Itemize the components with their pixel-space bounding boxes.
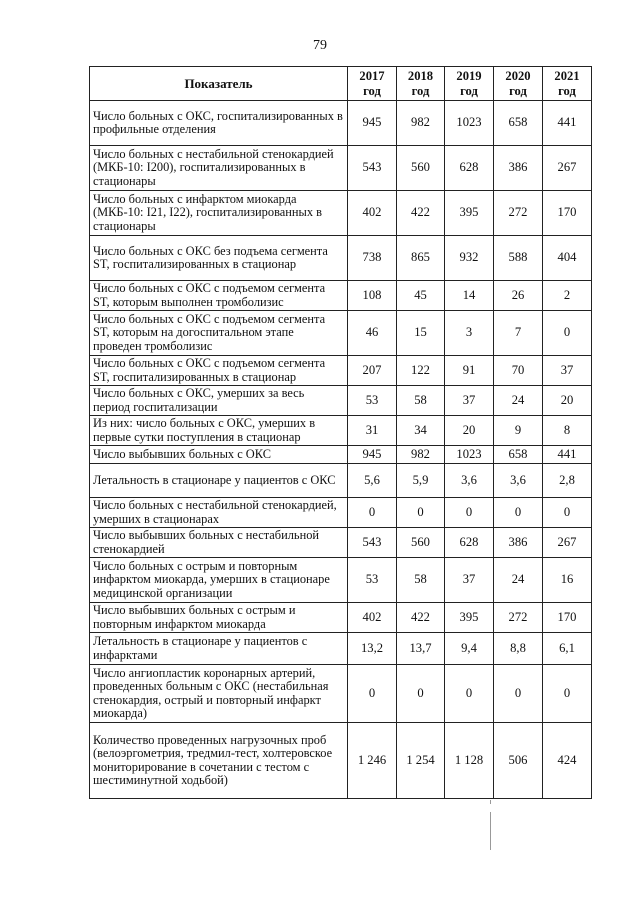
row-label: Число больных с ОКС, умерших за весь период госпитализации xyxy=(90,386,348,416)
value-cell: 628 xyxy=(445,146,494,191)
row-label: Число выбывших больных с острым и повторным инфарктом миокарда xyxy=(90,603,348,633)
value-cell: 402 xyxy=(348,603,397,633)
row-label: Летальность в стационаре у пациентов с ОКС xyxy=(90,464,348,498)
row-label: Из них: число больных с ОКС, умерших в первые сутки поступления в стационар xyxy=(90,416,348,446)
value-cell: 0 xyxy=(494,498,543,528)
value-cell: 24 xyxy=(494,558,543,603)
row-label: Число больных с ОКС с подъемом сегмента ST, которым выполнен тромболизис xyxy=(90,281,348,311)
value-cell: 31 xyxy=(348,416,397,446)
value-cell: 0 xyxy=(348,665,397,723)
table-row xyxy=(90,464,592,498)
value-cell: 0 xyxy=(397,498,445,528)
value-cell: 658 xyxy=(494,446,543,464)
value-cell: 272 xyxy=(494,603,543,633)
value-cell: 20 xyxy=(445,416,494,446)
table-row xyxy=(90,446,592,464)
value-cell: 506 xyxy=(494,723,543,799)
value-cell: 3 xyxy=(445,311,494,356)
value-cell: 402 xyxy=(348,191,397,236)
table-row xyxy=(90,356,592,386)
value-cell: 945 xyxy=(348,446,397,464)
value-cell: 16 xyxy=(543,558,592,603)
value-cell: 982 xyxy=(397,446,445,464)
statistics-table xyxy=(89,66,592,799)
value-cell: 53 xyxy=(348,386,397,416)
table-row xyxy=(90,528,592,558)
table-row xyxy=(90,633,592,665)
row-label: Количество проведенных нагрузочных проб (велоэргометрия, тредмил-тест, холтеровское мониторирование в сочетании с тестом с шестиминутной ходьбой) xyxy=(90,723,348,799)
table-row xyxy=(90,558,592,603)
value-cell: 20 xyxy=(543,386,592,416)
value-cell: 0 xyxy=(543,311,592,356)
value-cell: 9 xyxy=(494,416,543,446)
table-header-row xyxy=(90,67,592,101)
value-cell: 658 xyxy=(494,101,543,146)
value-cell: 0 xyxy=(445,665,494,723)
row-label: Число больных с ОКС с подъемом сегмента ST, госпитализированных в стационар xyxy=(90,356,348,386)
value-cell: 6,1 xyxy=(543,633,592,665)
header-year-2018: 2018 год xyxy=(397,67,445,101)
value-cell: 0 xyxy=(348,498,397,528)
value-cell: 70 xyxy=(494,356,543,386)
row-label: Число больных с нестабильной стенокардией, умерших в стационарах xyxy=(90,498,348,528)
value-cell: 24 xyxy=(494,386,543,416)
row-label: Число больных с ОКС с подъемом сегмента ST, которым на догоспитальном этапе проведен тромболизис xyxy=(90,311,348,356)
value-cell: 46 xyxy=(348,311,397,356)
value-cell: 738 xyxy=(348,236,397,281)
value-cell: 91 xyxy=(445,356,494,386)
value-cell: 53 xyxy=(348,558,397,603)
value-cell: 628 xyxy=(445,528,494,558)
value-cell: 932 xyxy=(445,236,494,281)
value-cell: 5,6 xyxy=(348,464,397,498)
value-cell: 422 xyxy=(397,191,445,236)
value-cell: 7 xyxy=(494,311,543,356)
value-cell: 0 xyxy=(397,665,445,723)
value-cell: 13,7 xyxy=(397,633,445,665)
row-label: Число больных с острым и повторным инфарктом миокарда, умерших в стационаре медицинской организации xyxy=(90,558,348,603)
header-year-2019: 2019 год xyxy=(445,67,494,101)
row-label: Летальность в стационаре у пациентов с инфарктами xyxy=(90,633,348,665)
value-cell: 122 xyxy=(397,356,445,386)
table-row xyxy=(90,416,592,446)
value-cell: 0 xyxy=(494,665,543,723)
scan-artifact-dot xyxy=(490,800,491,804)
header-year-2020: 2020 год xyxy=(494,67,543,101)
table-row xyxy=(90,498,592,528)
header-year-2021: 2021 год xyxy=(543,67,592,101)
value-cell: 395 xyxy=(445,191,494,236)
table-row xyxy=(90,311,592,356)
value-cell: 9,4 xyxy=(445,633,494,665)
value-cell: 34 xyxy=(397,416,445,446)
value-cell: 170 xyxy=(543,191,592,236)
value-cell: 108 xyxy=(348,281,397,311)
value-cell: 8 xyxy=(543,416,592,446)
value-cell: 13,2 xyxy=(348,633,397,665)
value-cell: 2,8 xyxy=(543,464,592,498)
value-cell: 170 xyxy=(543,603,592,633)
table-row xyxy=(90,191,592,236)
value-cell: 865 xyxy=(397,236,445,281)
value-cell: 26 xyxy=(494,281,543,311)
value-cell: 45 xyxy=(397,281,445,311)
value-cell: 560 xyxy=(397,528,445,558)
value-cell: 395 xyxy=(445,603,494,633)
value-cell: 0 xyxy=(445,498,494,528)
value-cell: 1 128 xyxy=(445,723,494,799)
row-label: Число больных с ОКС без подъема сегмента ST, госпитализированных в стационар xyxy=(90,236,348,281)
value-cell: 267 xyxy=(543,528,592,558)
value-cell: 441 xyxy=(543,446,592,464)
value-cell: 207 xyxy=(348,356,397,386)
row-label: Число ангиопластик коронарных артерий, проведенных больным с ОКС (нестабильная стенокардия, острый и повторный инфаркт миокарда) xyxy=(90,665,348,723)
value-cell: 424 xyxy=(543,723,592,799)
header-year-2017: 2017 год xyxy=(348,67,397,101)
value-cell: 15 xyxy=(397,311,445,356)
value-cell: 37 xyxy=(543,356,592,386)
value-cell: 2 xyxy=(543,281,592,311)
table-row xyxy=(90,236,592,281)
header-indicator: Показатель xyxy=(90,67,348,101)
table-row xyxy=(90,386,592,416)
value-cell: 37 xyxy=(445,386,494,416)
value-cell: 560 xyxy=(397,146,445,191)
value-cell: 982 xyxy=(397,101,445,146)
value-cell: 422 xyxy=(397,603,445,633)
value-cell: 404 xyxy=(543,236,592,281)
row-label: Число выбывших больных с нестабильной стенокардией xyxy=(90,528,348,558)
table-row xyxy=(90,101,592,146)
table-row xyxy=(90,281,592,311)
value-cell: 8,8 xyxy=(494,633,543,665)
value-cell: 386 xyxy=(494,528,543,558)
scan-artifact-line xyxy=(490,812,491,850)
value-cell: 3,6 xyxy=(445,464,494,498)
value-cell: 14 xyxy=(445,281,494,311)
table-row xyxy=(90,665,592,723)
page-number: 79 xyxy=(313,38,327,53)
value-cell: 945 xyxy=(348,101,397,146)
value-cell: 441 xyxy=(543,101,592,146)
table-row xyxy=(90,146,592,191)
value-cell: 543 xyxy=(348,528,397,558)
row-label: Число больных с нестабильной стенокардией (МКБ-10: I200), госпитализированных в стационары xyxy=(90,146,348,191)
value-cell: 588 xyxy=(494,236,543,281)
value-cell: 272 xyxy=(494,191,543,236)
table-row xyxy=(90,723,592,799)
value-cell: 0 xyxy=(543,498,592,528)
table-row xyxy=(90,603,592,633)
row-label: Число больных с ОКС, госпитализированных в профильные отделения xyxy=(90,101,348,146)
value-cell: 58 xyxy=(397,386,445,416)
value-cell: 3,6 xyxy=(494,464,543,498)
value-cell: 1023 xyxy=(445,101,494,146)
value-cell: 267 xyxy=(543,146,592,191)
value-cell: 0 xyxy=(543,665,592,723)
value-cell: 1 254 xyxy=(397,723,445,799)
value-cell: 543 xyxy=(348,146,397,191)
value-cell: 1023 xyxy=(445,446,494,464)
value-cell: 37 xyxy=(445,558,494,603)
value-cell: 58 xyxy=(397,558,445,603)
value-cell: 386 xyxy=(494,146,543,191)
row-label: Число выбывших больных с ОКС xyxy=(90,446,348,464)
value-cell: 5,9 xyxy=(397,464,445,498)
value-cell: 1 246 xyxy=(348,723,397,799)
row-label: Число больных с инфарктом миокарда (МКБ-10: I21, I22), госпитализированных в стационары xyxy=(90,191,348,236)
